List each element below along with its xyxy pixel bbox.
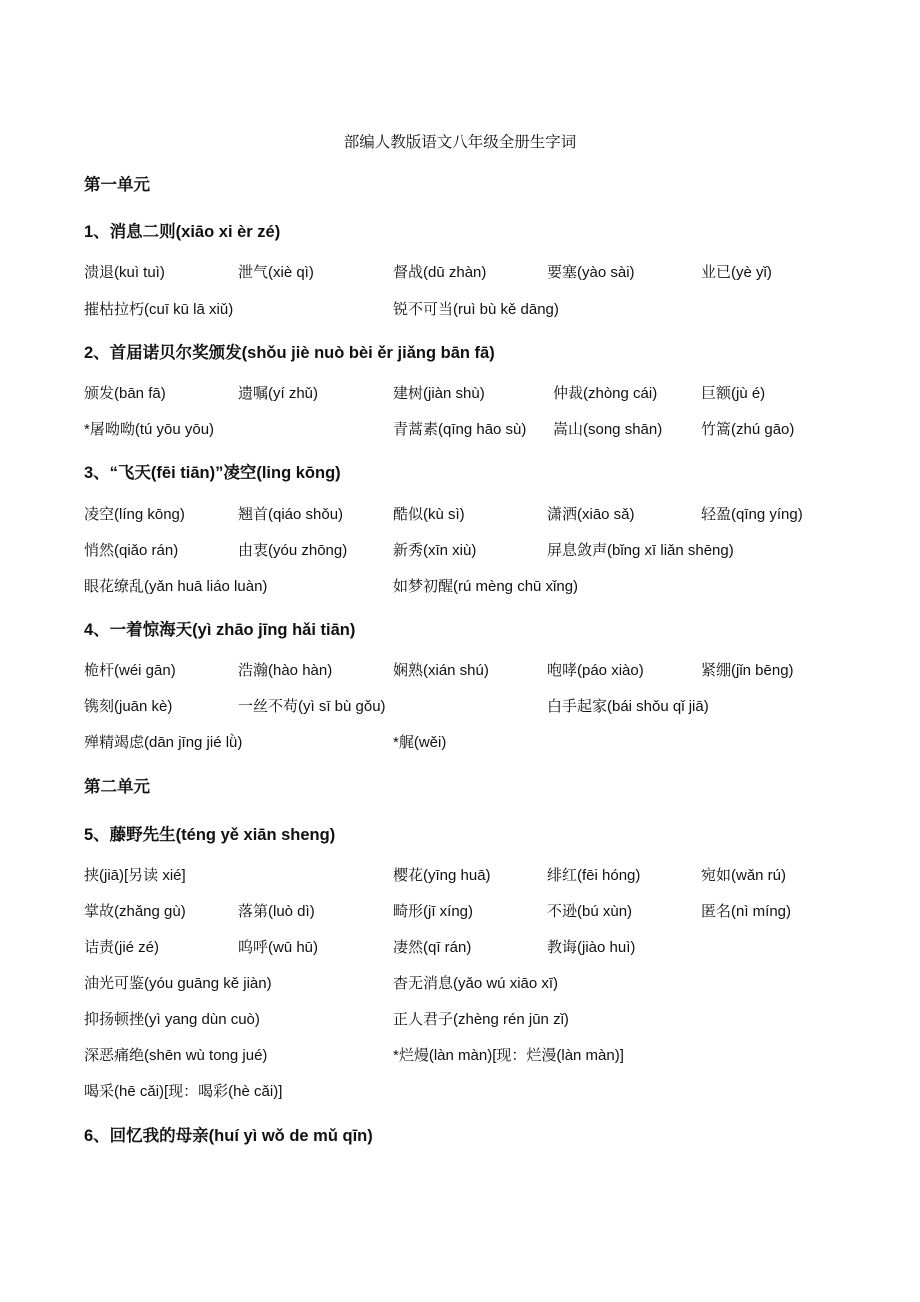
vocab-item: 摧枯拉朽(cuī kū lā xiǔ)	[84, 301, 234, 318]
vocab-item: 溃退(kuì tuì)	[84, 264, 165, 281]
vocab-item: 挟(jiā)[另读 xié]	[84, 867, 186, 884]
vocab-item: 遗嘱(yí zhǔ)	[238, 385, 319, 402]
lesson-heading: 6、回忆我的母亲(huí yì wǒ de mǔ qīn)	[84, 1127, 373, 1145]
vocab-item: *烂熳(làn màn)[现：烂漫(làn màn)]	[393, 1047, 624, 1064]
vocab-item: 浩瀚(hào hàn)	[238, 662, 333, 679]
unit-heading: 第二单元	[84, 778, 150, 796]
vocab-item: 锐不可当(ruì bù kě dāng)	[393, 301, 559, 318]
lesson-heading: 1、消息二则(xiāo xi èr zé)	[84, 223, 281, 241]
vocab-item: 掌故(zhǎng gù)	[84, 903, 186, 920]
vocab-item: 潇洒(xiāo sǎ)	[547, 506, 635, 523]
vocab-item: 喝采(hē cǎi)[现：喝彩(hè cǎi)]	[84, 1083, 283, 1100]
vocab-item: 油光可鉴(yóu guāng kě jiàn)	[84, 975, 272, 992]
vocab-item: 宛如(wǎn rú)	[701, 867, 787, 884]
vocab-item: *艉(wěi)	[393, 734, 447, 751]
vocab-item: 匿名(nì míng)	[701, 903, 792, 920]
vocab-item: 正人君子(zhèng rén jūn zǐ)	[393, 1011, 569, 1028]
lesson-heading: 2、首届诺贝尔奖颁发(shǒu jiè nuò bèi ěr jiǎng bān fā)	[84, 344, 495, 362]
vocab-item: 泄气(xiè qì)	[238, 264, 314, 281]
vocab-item: 一丝不苟(yì sī bù gǒu)	[238, 698, 386, 715]
vocab-item: 颁发(bān fā)	[84, 385, 166, 402]
vocab-item: 绯红(fēi hóng)	[547, 867, 641, 884]
vocab-item: 白手起家(bái shǒu qǐ jiā)	[547, 698, 709, 715]
vocab-item: 桅杆(wéi gān)	[84, 662, 176, 679]
vocab-item: 嵩山(song shān)	[553, 421, 663, 438]
vocab-item: 杳无消息(yǎo wú xiāo xī)	[393, 975, 559, 992]
vocab-item: 咆哮(páo xiào)	[547, 662, 644, 679]
vocab-item: 落第(luò dì)	[238, 903, 315, 920]
vocab-item: 抑扬顿挫(yì yang dùn cuò)	[84, 1011, 260, 1028]
vocab-item: 樱花(yīng huā)	[393, 867, 491, 884]
lesson-heading: 3、“飞天(fēi tiān)”凌空(ling kōng)	[84, 464, 341, 482]
vocab-item: 娴熟(xián shú)	[393, 662, 489, 679]
vocab-item: 由衷(yóu zhōng)	[238, 542, 348, 559]
vocab-item: 酷似(kù sì)	[393, 506, 465, 523]
vocab-item: 新秀(xīn xiù)	[393, 542, 477, 559]
vocab-item: 殚精竭虑(dān jīng jié lǜ)	[84, 734, 243, 751]
vocab-item: 凄然(qī rán)	[393, 939, 472, 956]
vocab-item: 轻盈(qīng yíng)	[701, 506, 803, 523]
lesson-heading: 5、藤野先生(téng yě xiān sheng)	[84, 826, 336, 844]
vocab-item: 紧绷(jǐn bēng)	[701, 662, 794, 679]
lesson-heading: 4、一着惊海天(yì zhāo jīng hǎi tiān)	[84, 621, 356, 639]
vocab-item: 巨额(jù é)	[701, 385, 766, 402]
vocab-item: 镌刻(juān kè)	[84, 698, 173, 715]
vocab-item: 凌空(líng kōng)	[84, 506, 185, 523]
vocab-item: 深恶痛绝(shēn wù tong jué)	[84, 1047, 268, 1064]
vocab-item: 眼花缭乱(yǎn huā liáo luàn)	[84, 578, 268, 595]
vocab-item: 竹篙(zhú gāo)	[701, 421, 795, 438]
vocab-item: 畸形(jī xíng)	[393, 903, 474, 920]
vocab-item: 悄然(qiǎo rán)	[84, 542, 179, 559]
unit-heading: 第一单元	[84, 176, 150, 194]
vocab-item: 督战(dū zhàn)	[393, 264, 487, 281]
vocab-item: 屏息敛声(bǐng xī liǎn shēng)	[547, 542, 734, 559]
vocab-item: 业已(yè yǐ)	[701, 264, 772, 281]
vocab-item: 建树(jiàn shù)	[393, 385, 485, 402]
vocab-item: 教诲(jiào huì)	[547, 939, 636, 956]
vocab-item: 青蒿素(qīng hāo sù)	[393, 421, 527, 438]
vocab-item: 如梦初醒(rú mèng chū xǐng)	[393, 578, 579, 595]
vocab-item: 诘责(jié zé)	[84, 939, 160, 956]
vocab-item: 仲裁(zhòng cái)	[553, 385, 658, 402]
vocab-item: 不逊(bú xùn)	[547, 903, 633, 920]
vocab-item: 要塞(yào sài)	[547, 264, 635, 281]
vocab-item: *屠呦呦(tú yōu yōu)	[84, 421, 215, 438]
vocab-item: 翘首(qiáo shǒu)	[238, 506, 344, 523]
vocab-item: 呜呼(wū hū)	[238, 939, 319, 956]
document-title: 部编人教版语文八年级全册生字词	[343, 134, 577, 151]
